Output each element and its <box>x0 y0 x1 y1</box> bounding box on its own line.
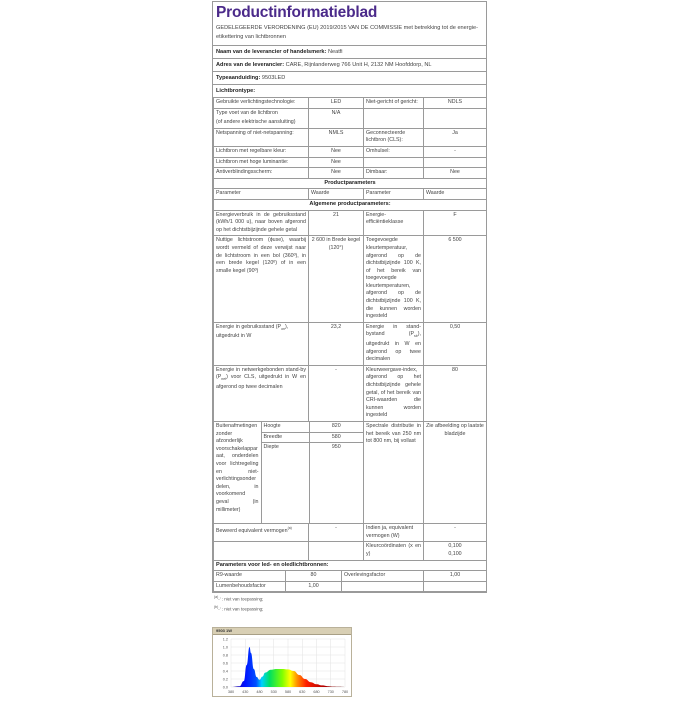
x-tick-label: 480 <box>256 690 263 694</box>
param-cell: Kleurcoördinaten (x en y) <box>364 542 424 560</box>
table-row <box>214 571 487 582</box>
param-text: Energie in stand-bystand (P <box>366 323 421 338</box>
dimensions-label: Buitenafmetingen zonder afzonderlijk voorschakelapparaat, onderdelen voor lichtregeling en niet-verlichtingsonderdelen, in voorkomend geval (in millimeter) <box>214 422 261 523</box>
value-cell: NMLS <box>309 128 364 146</box>
supplier-name-label: Naam van de leverancier of handelsmerk: <box>216 49 327 55</box>
value-cell: - <box>309 524 364 542</box>
type-row <box>213 71 486 84</box>
column-header-row <box>214 189 487 200</box>
value-cell: - <box>309 365 364 421</box>
value-cell: 1,00 <box>286 581 342 592</box>
param-subscript: sb <box>414 334 418 339</box>
supplier-address-value: CARE, Rijnlanderweg 766 Unit H, 2132 NM Hoofddorp, NL <box>285 62 432 68</box>
param-text: Energie in netwerkgebonden stand-by (P <box>216 366 306 381</box>
dimensions-row <box>214 422 487 524</box>
dimension-value: 950 <box>309 443 363 524</box>
table-row <box>214 236 487 323</box>
param-cell: Toegevoegde kleurtemperatuur, afgerond op de dichtstbijzijnde 100 K, of het bereik van toegevoegde kleurtemperaturen, afgerond op de dichtstbijzijnde 100 K, die kunnen worden ingesteld <box>364 236 424 323</box>
param-cell: Geconnecteerde lichtbron (CLS): <box>364 128 424 146</box>
value-cell: N/A <box>309 108 364 128</box>
value-cell <box>309 542 364 560</box>
supplier-address-label: Adres van de leverancier: <box>216 62 285 68</box>
dimensions-cell <box>214 422 364 524</box>
param-cell: Lichtbron met regelbare kleur: <box>214 146 309 157</box>
column-header-value: Waarde <box>309 189 364 200</box>
value-cell: 21 <box>309 210 364 236</box>
table-row <box>214 98 487 109</box>
value-cell: Zie afbeelding op laatste bladzijde <box>424 422 487 524</box>
value-cell <box>424 542 487 560</box>
x-tick-label: 630 <box>299 690 306 694</box>
section-header <box>214 199 487 210</box>
param-subscript: net <box>221 377 227 382</box>
y-tick-label: 1.0 <box>222 645 228 650</box>
param-cell <box>214 322 309 365</box>
y-tick-label: 0.6 <box>222 661 228 666</box>
y-tick-label: 0.4 <box>222 669 228 674</box>
param-text: ), uitgedrukt in W <box>216 323 289 340</box>
value-cell <box>424 157 487 168</box>
dimensions-subtable <box>214 422 363 523</box>
value-cell: Nee <box>309 157 364 168</box>
param-cell: Nuttige lichtstroom (ɸuse), waarbij wordt vermeld of deze verwijst naar de lichtstroom in een bol (360º), in een brede kegel (120º) of in een smalle kegel (90º) <box>214 236 309 323</box>
param-cell <box>214 365 309 421</box>
product-params-title: Productparameters <box>214 178 487 189</box>
param-cell: Spectrale distributie in het bereik van 250 nm tot 800 nm, bij vollast <box>364 422 424 524</box>
spectral-distribution-chart <box>212 627 352 697</box>
chart-title: 9503 1W <box>213 628 351 635</box>
x-tick-label: 530 <box>270 690 277 694</box>
column-header-parameter: Parameter <box>214 189 309 200</box>
lightsource-table <box>213 97 487 571</box>
dimension-value: 820 <box>309 422 363 432</box>
table-row <box>214 524 487 542</box>
x-tick-label: 730 <box>327 690 334 694</box>
product-information-sheet <box>212 1 487 593</box>
param-cell <box>364 157 424 168</box>
value-cell: - <box>424 146 487 157</box>
table-row <box>214 108 487 128</box>
param-cell: Niet-gericht of gericht: <box>364 98 424 109</box>
dimension-name: Breedte <box>261 432 309 443</box>
type-value: 9503LED <box>261 75 286 81</box>
value-cell: 2 600 in Brede kegel (120°) <box>309 236 364 323</box>
table-row <box>214 128 487 146</box>
table-row <box>214 146 487 157</box>
value-cell: 0,50 <box>424 322 487 365</box>
param-subscript: on <box>281 326 285 331</box>
param-cell: Lumenbehoudsfactor <box>214 581 286 592</box>
table-row <box>214 542 487 560</box>
table-row <box>214 581 487 592</box>
x-tick-label: 430 <box>242 690 249 694</box>
y-axis-labels <box>223 638 228 690</box>
x-tick-label: 780 <box>341 690 349 694</box>
value-cell: LED <box>309 98 364 109</box>
footnote-mark: (a) <box>287 526 292 531</box>
footnote-mark: (a) <box>214 595 219 599</box>
param-cell: Energieverbruik in de gebruiksstand (kWh/1 000 u), naar boven afgerond op het dichtstbijzijnde gehele getal <box>214 210 309 236</box>
value-cell: Nee <box>309 168 364 179</box>
chroma-x-value: 0,100 <box>448 543 462 550</box>
lightsource-type-label: Lichtbrontype: <box>216 88 256 94</box>
value-cell: NDLS <box>424 98 487 109</box>
value-cell: 6 500 <box>424 236 487 323</box>
x-tick-label: 680 <box>313 690 320 694</box>
param-cell: Antiverblindingsscherm: <box>214 168 309 179</box>
column-header-parameter: Parameter <box>364 189 424 200</box>
lightsource-type-row <box>213 84 486 97</box>
param-cell: Overlevingsfactor <box>342 571 424 582</box>
chroma-y-value: 0,100 <box>448 550 462 557</box>
y-tick-label: 0.8 <box>222 653 228 658</box>
general-params-title: Algemene productparameters: <box>214 199 487 210</box>
param-cell: Kleurweergave-index, afgerond op het dichtstbijzijnde gehele getal, of het bereik van CRI-waarden die kunnen worden ingesteld <box>364 365 424 421</box>
param-cell: Dimbaar: <box>364 168 424 179</box>
dimension-name: Hoogte <box>261 422 309 432</box>
footnote-text: -' : niet van toepassing; <box>218 596 264 602</box>
x-axis-labels <box>228 690 348 694</box>
param-cell: Energie-efficiëntieklasse <box>364 210 424 236</box>
page-title: Productinformatieblad <box>216 4 378 21</box>
param-cell <box>364 108 424 128</box>
value-cell: 1,00 <box>424 571 487 582</box>
param-text: ), uitgedrukt in W en afgerond op twee decimalen <box>366 331 421 363</box>
x-tick-label: 380 <box>227 690 235 694</box>
param-text: Beweerd equivalent vermogen <box>216 527 288 534</box>
param-text: ) voor CLS, uitgedrukt in W en afgerond op twee decimalen <box>216 374 306 391</box>
param-cell: Omhulsel: <box>364 146 424 157</box>
led-params-table <box>213 570 487 592</box>
footnote <box>214 593 414 603</box>
x-tick-label: 580 <box>284 690 292 694</box>
column-header-value: Waarde <box>424 189 487 200</box>
table-row <box>214 322 487 365</box>
led-params-title: Parameters voor led- en oledlichtbronnen: <box>214 560 487 571</box>
value-cell: F <box>424 210 487 236</box>
param-text: (of andere elektrische aansluiting) <box>216 119 296 126</box>
value-cell: Ja <box>424 128 487 146</box>
param-cell <box>214 524 309 542</box>
param-text: Type voet van de lichtbron <box>216 109 278 116</box>
y-tick-label: 0.0 <box>222 685 228 690</box>
param-cell: Indien ja, equivalent vermogen (W) <box>364 524 424 542</box>
footnote-mark: (b) <box>214 605 219 610</box>
param-cell <box>214 108 309 128</box>
type-label: Typeaanduiding: <box>216 75 261 81</box>
footnote <box>214 603 414 613</box>
spectrum-plot <box>213 635 351 697</box>
regulation-subtitle: GEDELEGEERDE VERORDENING (EU) 2019/2015 VAN DE COMMISSIE met betrekking tot de energie-etikettering van lichtbronnen <box>216 25 478 40</box>
dimension-name: Diepte <box>261 443 309 524</box>
value-cell: 80 <box>286 571 342 582</box>
value-cell: - <box>424 524 487 542</box>
value-cell: 80 <box>424 365 487 421</box>
supplier-name-row <box>213 45 486 58</box>
param-cell <box>364 322 424 365</box>
param-cell: Gebruikte verlichtingstechnologie: <box>214 98 309 109</box>
param-cell <box>214 542 309 560</box>
table-row <box>214 157 487 168</box>
footnote-text: -' : niet van toepassing; <box>218 606 264 612</box>
param-cell: Netspanning of niet-netspanning: <box>214 128 309 146</box>
value-cell: Nee <box>309 146 364 157</box>
table-row <box>214 210 487 236</box>
supplier-address-row <box>213 58 486 71</box>
section-header <box>214 560 487 571</box>
table-row <box>214 365 487 421</box>
value-cell: Nee <box>424 168 487 179</box>
param-text: Energie in gebruiksstand (P <box>216 323 282 330</box>
value-cell: 23,2 <box>309 322 364 365</box>
dimension-value: 580 <box>309 432 363 443</box>
table-row <box>214 168 487 179</box>
value-cell <box>424 108 487 128</box>
footnotes <box>213 592 414 614</box>
param-cell: R9-waarde <box>214 571 286 582</box>
param-cell: Lichtbron met hoge luminantie: <box>214 157 309 168</box>
section-header <box>214 178 487 189</box>
param-cell <box>342 581 424 592</box>
y-tick-label: 0.2 <box>222 677 228 682</box>
supplier-name-value: Neatfi <box>327 49 343 55</box>
y-tick-label: 1.2 <box>222 637 228 642</box>
value-cell <box>424 581 487 592</box>
